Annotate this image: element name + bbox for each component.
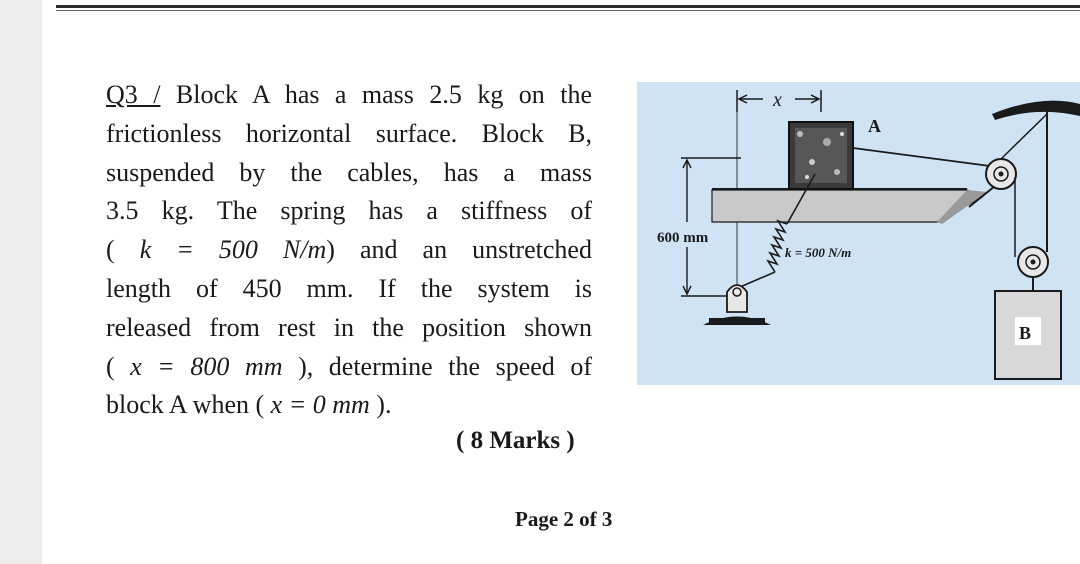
question-line-4: 3.5 kg. The spring has a stiffness of — [106, 196, 592, 226]
stiffness-expression: k = 500 N/m — [139, 235, 327, 265]
mechanics-figure — [637, 82, 1080, 385]
block-a-label: A — [868, 116, 881, 136]
cable-a-to-pulley — [853, 148, 990, 166]
block-a — [789, 122, 853, 189]
marks-label: ( 8 Marks ) — [456, 427, 575, 454]
height-dimension — [681, 158, 741, 296]
header-rule-thin — [56, 10, 1080, 11]
question-text — [106, 76, 592, 425]
cable-top-right — [1001, 114, 1047, 159]
question-line-5: ( k = 500 N/m) and an unstretched — [106, 235, 592, 265]
horizontal-surface — [712, 189, 987, 224]
initial-position-expression: x = 800 mm — [130, 351, 283, 381]
final-position-expression: x = 0 mm — [270, 390, 370, 420]
block-b-label: B — [1019, 323, 1032, 343]
question-line-9: block A when ( x = 0 mm ). — [106, 390, 392, 420]
question-line-3: suspended by the cables, has a mass — [106, 157, 592, 187]
x-label: x — [773, 89, 782, 111]
question-number: Q3 / — [106, 80, 161, 109]
header-rule — [56, 5, 1080, 8]
question-line-2: frictionless horizontal surface. Block B, — [106, 118, 592, 148]
ground-pin-support — [703, 285, 771, 325]
page-number: Page 2 of 3 — [515, 507, 613, 531]
left-margin-strip — [0, 0, 42, 564]
figure-diagram — [637, 82, 1080, 385]
question-line-8: ( x = 800 mm ), determine the speed of — [106, 351, 592, 381]
spring-stiffness-label: k = 500 N/m — [785, 245, 852, 260]
question-line-7: released from rest in the position shown — [106, 312, 592, 342]
question-line-1: Q3 / Block A has a mass 2.5 kg on the — [106, 80, 592, 109]
lower-pulley — [1018, 247, 1048, 291]
height-label: 600 mm — [657, 230, 709, 246]
question-line-6: length of 450 mm. If the system is — [106, 273, 592, 303]
